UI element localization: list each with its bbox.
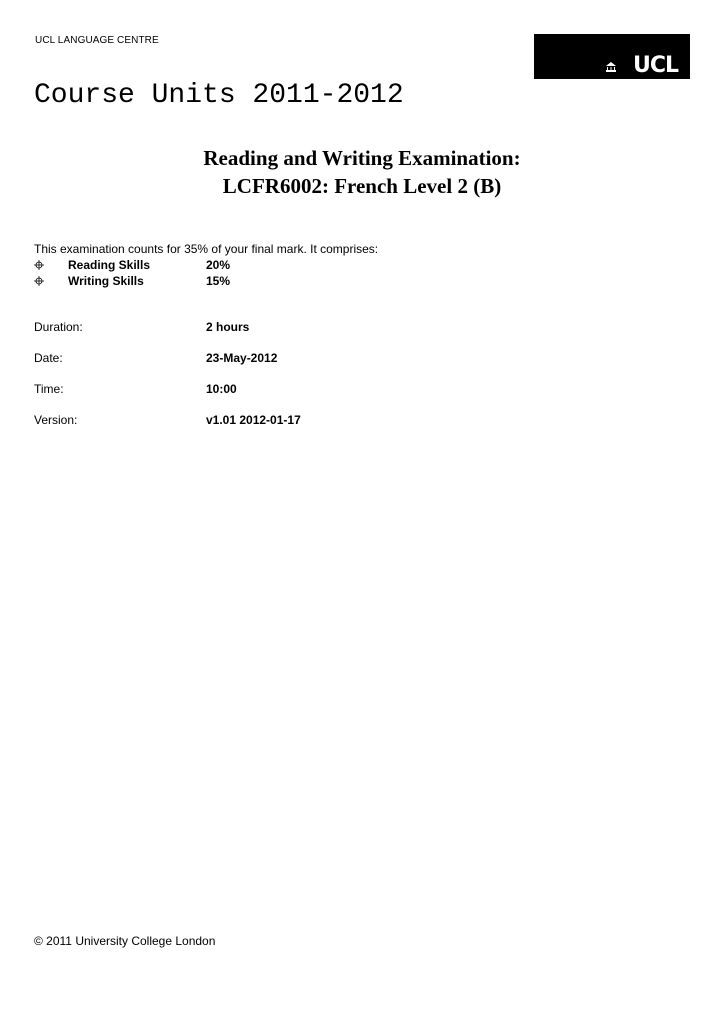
exam-title [0,144,724,200]
detail-label: Time: [34,382,64,396]
exam-heading: Reading and Writing Examination: [203,146,521,170]
detail-value: v1.01 2012-01-17 [206,413,301,427]
detail-value: 2 hours [206,320,250,334]
detail-value: 10:00 [206,382,237,396]
page-title: Course Units 2011-2012 [34,80,404,111]
portico-icon [606,62,616,72]
component-weight: 15% [206,274,231,288]
logo-text: UCL [632,53,678,78]
detail-row-time [34,381,534,412]
component-name: Writing Skills [68,274,144,288]
exam-course: LCFR6002: French Level 2 (B) [222,174,502,198]
detail-label: Version: [34,413,78,427]
detail-label: Duration: [34,320,83,334]
list-item [34,257,434,273]
copyright-footer: © 2011 University College London [34,934,216,948]
list-item [34,273,434,289]
components-list [34,257,434,289]
component-name: Reading Skills [68,258,151,272]
detail-row-date [34,350,534,381]
detail-row-duration [34,319,534,350]
exam-details [34,319,534,443]
header-organization: UCL LANGUAGE CENTRE [35,35,159,46]
detail-value: 23-May-2012 [206,351,278,365]
crosshair-bullet-icon [34,276,44,286]
detail-label: Date: [34,351,63,365]
detail-row-version [34,412,534,443]
component-weight: 20% [206,258,231,272]
crosshair-bullet-icon [34,260,44,270]
intro-text: This examination counts for 35% of your final mark. It comprises: [34,242,379,256]
ucl-logo [534,34,690,79]
